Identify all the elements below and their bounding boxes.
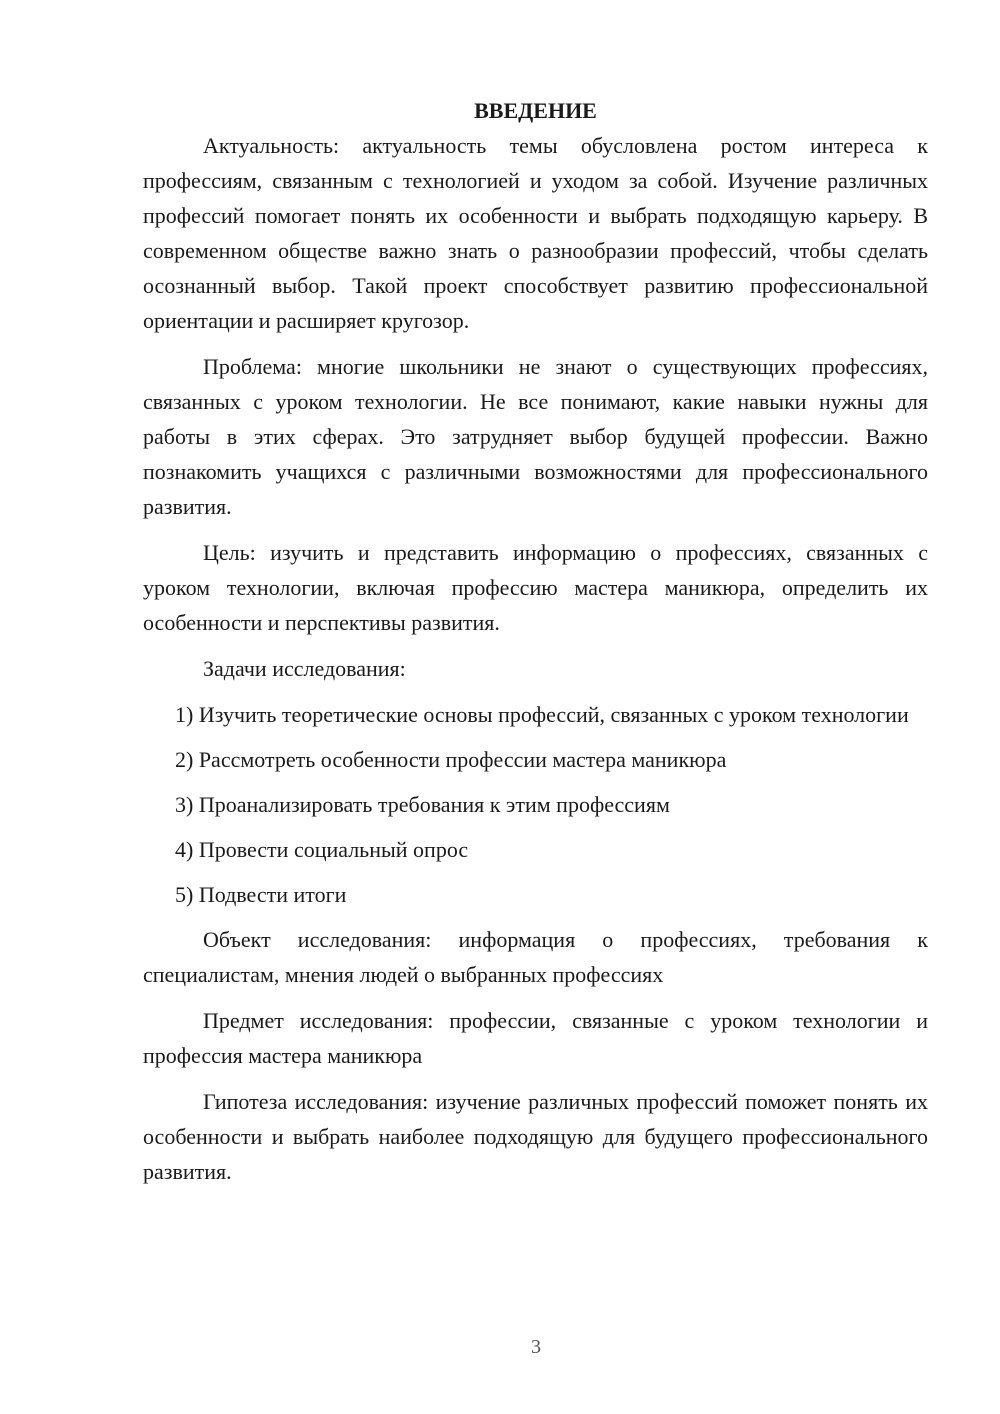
tasks-heading: Задачи исследования: — [203, 656, 406, 681]
subject-paragraph: Предмет исследования: профессии, связанные с уроком технологии и профессия мастера маникюра — [143, 1008, 928, 1068]
list-item: 2) Рассмотреть особенности профессии мастера маникюра — [175, 747, 727, 772]
problem-paragraph: Проблема: многие школьники не знают о существующих профессиях, связанных с уроком технологии. Не все понимают, какие навыки нужны для работы в этих сферах. Это затрудняет выбор будущей профессии. Важно познакомить учащихся с различными возможностями для профессионального развития. — [143, 354, 928, 519]
tasks-list — [143, 697, 928, 912]
list-item: 5) Подвести итоги — [175, 882, 347, 907]
goal-paragraph: Цель: изучить и представить информацию о профессиях, связанных с уроком технологии, включая профессию мастера маникюра, определить их особенности и перспективы развития. — [143, 540, 928, 635]
page-number: 3 — [531, 1336, 541, 1358]
object-paragraph: Объект исследования: информация о профессиях, требования к специалистам, мнения людей о выбранных профессиях — [143, 927, 928, 987]
hypothesis-paragraph: Гипотеза исследования: изучение различных профессий поможет понять их особенности и выбрать наиболее подходящую для будущего профессионального развития. — [143, 1089, 928, 1184]
relevance-paragraph: Актуальность: актуальность темы обусловлена ростом интереса к профессиям, связанным с технологией и уходом за собой. Изучение различных профессий помогает понять их особенности и выбрать подходящую карьеру. В современном обществе важно знать о разнообразии профессий, чтобы сделать осознанный выбор. Такой проект способствует развитию профессиональной ориентации и расширяет кругозор. — [143, 133, 928, 333]
document-page — [143, 93, 928, 1200]
list-item: 3) Проанализировать требования к этим профессиям — [175, 792, 670, 817]
list-item: 1) Изучить теоретические основы профессий, связанных с уроком технологии — [175, 702, 909, 727]
page-title: ВВЕДЕНИЕ — [474, 98, 597, 123]
list-item: 4) Провести социальный опрос — [175, 837, 469, 862]
